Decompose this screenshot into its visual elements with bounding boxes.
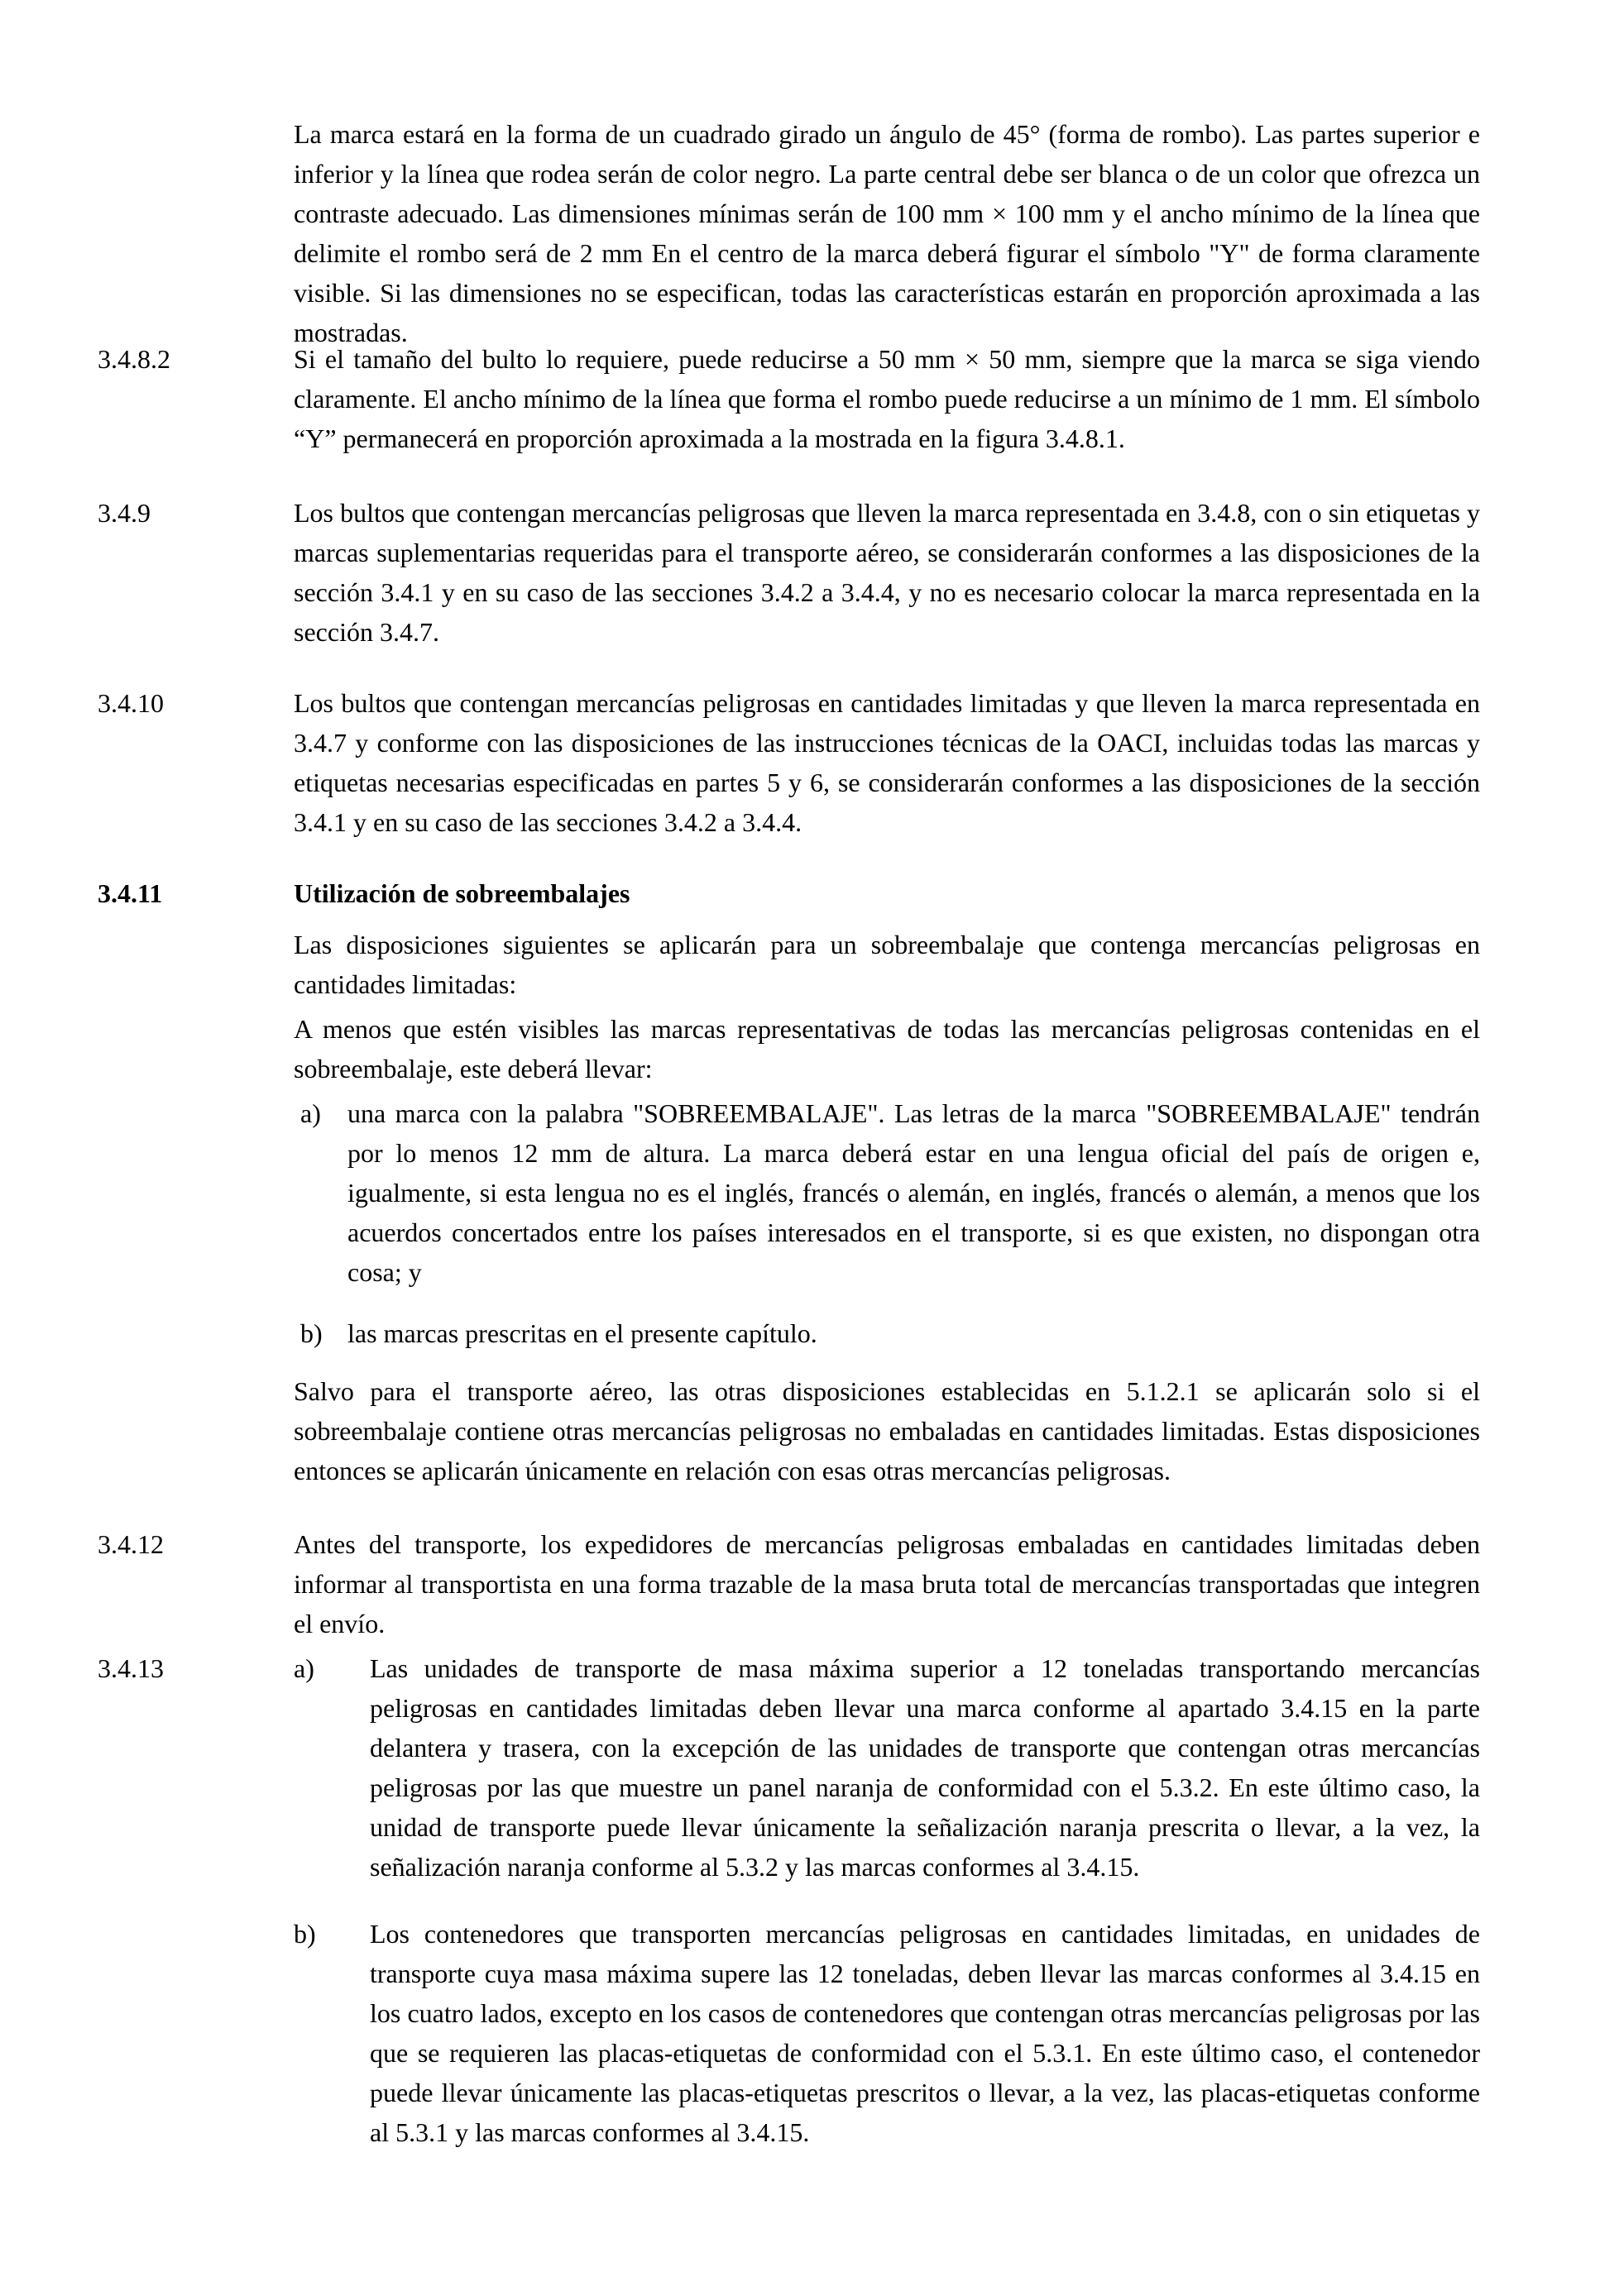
list-item-text: Los contenedores que transporten mercancías peligrosas en cantidades limitadas, en unidades de transporte cuya masa máxima supere las 12 toneladas, deben llevar las marcas conformes al 3.4.15 en los cuatro lados, excepto en los casos de contenedores que contengan otras mercancías peligrosas por las que se requieren las placas-etiquetas de conformidad con el 5.3.1. En este último caso, el contenedor puede llevar únicamente las placas-etiquetas prescritos o llevar, a la vez, las placas-etiquetas conforme al 5.3.1 y las marcas conformes al 3.4.15.: [370, 1919, 1480, 2147]
list-item-text: las marcas prescritas en el presente capítulo.: [347, 1318, 817, 1348]
section-number: 3.4.9: [98, 498, 151, 528]
list-item: [294, 1648, 1480, 1887]
section-3-4-11-item-b: [98, 1313, 1480, 1353]
section-3-4-11-paragraph-1: [98, 925, 1480, 1004]
section-text: Antes del transporte, los expedidores de mercancías peligrosas embaladas en cantidades limitadas deben informar al transportista en una forma trazable de la masa bruta total de mercancías transportadas que integren el envío.: [294, 1529, 1480, 1638]
paragraph-text: La marca estará en la forma de un cuadrado girado un ángulo de 45° (forma de rombo). Las partes superior e inferior y la línea que rodea serán de color negro. La parte central debe ser blanca o de un color que ofrezca un contraste adecuado. Las dimensiones mínimas serán de 100 mm × 100 mm y el ancho mínimo de la línea que delimite el rombo será de 2 mm En el centro de la marca deberá figurar el símbolo "Y" de forma claramente visible. Si las dimensiones no se especifican, todas las características estarán en proporción aproximada a las mostradas.: [294, 119, 1480, 347]
list-item-text: Las unidades de transporte de masa máxima superior a 12 toneladas transportando mercancías peligrosas en cantidades limitadas deben llevar una marca conforme al apartado 3.4.15 en la parte delantera y trasera, con la excepción de las unidades de transporte que contengan otras mercancías peligrosas por las que muestre un panel naranja de conformidad con el 5.3.2. En este último caso, la unidad de transporte puede llevar únicamente la señalización naranja prescrita o llevar, a la vez, la señalización naranja conforme al 5.3.2 y las marcas conformes al 3.4.15.: [370, 1653, 1480, 1882]
section-3-4-13-item-b: [98, 1914, 1480, 2152]
section-number: 3.4.10: [98, 688, 164, 718]
paragraph-text: Salvo para el transporte aéreo, las otras disposiciones establecidas en 5.1.2.1 se aplicarán solo si el sobreembalaje contiene otras mercancías peligrosas no embaladas en cantidades limitadas. Estas disposiciones entonces se aplicarán únicamente en relación con esas otras mercancías peligrosas.: [294, 1376, 1480, 1485]
section-title: Utilización de sobreembalajes: [294, 878, 630, 908]
section-3-4-11-heading: [98, 873, 1480, 913]
list-marker: b): [294, 1919, 316, 1949]
paragraph-text: Las disposiciones siguientes se aplicarán para un sobreembalaje que contenga mercancías peligrosas en cantidades limitadas:: [294, 930, 1480, 999]
section-3-4-11-item-a: [98, 1093, 1480, 1292]
list-item: [294, 1914, 1480, 2152]
list-marker: a): [294, 1653, 314, 1683]
section-3-4-13-item-a: [98, 1648, 1480, 1887]
list-marker: a): [300, 1098, 321, 1128]
section-3-4-11-paragraph-2: [98, 1009, 1480, 1088]
section-3-4-10: [98, 683, 1480, 842]
section-text: Los bultos que contengan mercancías peligrosas que lleven la marca representada en 3.4.8, con o sin etiquetas y marcas suplementarias requeridas para el transporte aéreo, se considerarán conformes a las disposiciones de la sección 3.4.1 y en su caso de las secciones 3.4.2 a 3.4.4, y no es necesario colocar la marca representada en la sección 3.4.7.: [294, 498, 1480, 647]
section-3-4-11-paragraph-3: [98, 1371, 1480, 1490]
list-item: [294, 1313, 1480, 1353]
list-item-text: una marca con la palabra "SOBREEMBALAJE". Las letras de la marca "SOBREEMBALAJE" tendrán por lo menos 12 mm de altura. La marca deberá estar en una lengua oficial del país de origen e, igualmente, si esta lengua no es el inglés, francés o alemán, en inglés, francés o alemán, a menos que los acuerdos concertados entre los países interesados en el transporte, si es que existen, no dispongan otra cosa; y: [347, 1098, 1480, 1287]
section-number: 3.4.13: [98, 1653, 164, 1683]
section-text: Si el tamaño del bulto lo requiere, puede reducirse a 50 mm × 50 mm, siempre que la marca se siga viendo claramente. El ancho mínimo de la línea que forma el rombo puede reducirse a un mínimo de 1 mm. El símbolo “Y” permanecerá en proporción aproximada a la mostrada en la figura 3.4.8.1.: [294, 344, 1480, 453]
list-item: [294, 1093, 1480, 1292]
section-text: Los bultos que contengan mercancías peligrosas en cantidades limitadas y que lleven la marca representada en 3.4.7 y conforme con las disposiciones de las instrucciones técnicas de la OACI, incluidas todas las marcas y etiquetas necesarias especificadas en partes 5 y 6, se considerarán conformes a las disposiciones de la sección 3.4.1 y en su caso de las secciones 3.4.2 a 3.4.4.: [294, 688, 1480, 837]
section-number: 3.4.12: [98, 1529, 164, 1559]
section-3-4-12: [98, 1524, 1480, 1643]
paragraph-intro: [98, 114, 1480, 352]
section-number: 3.4.11: [98, 878, 163, 908]
paragraph-text: A menos que estén visibles las marcas representativas de todas las mercancías peligrosas contenidas en el sobreembalaje, este deberá llevar:: [294, 1014, 1480, 1083]
list-marker: b): [300, 1318, 323, 1348]
section-3-4-9: [98, 493, 1480, 652]
section-number: 3.4.8.2: [98, 344, 170, 374]
section-3-4-8-2: [98, 339, 1480, 458]
